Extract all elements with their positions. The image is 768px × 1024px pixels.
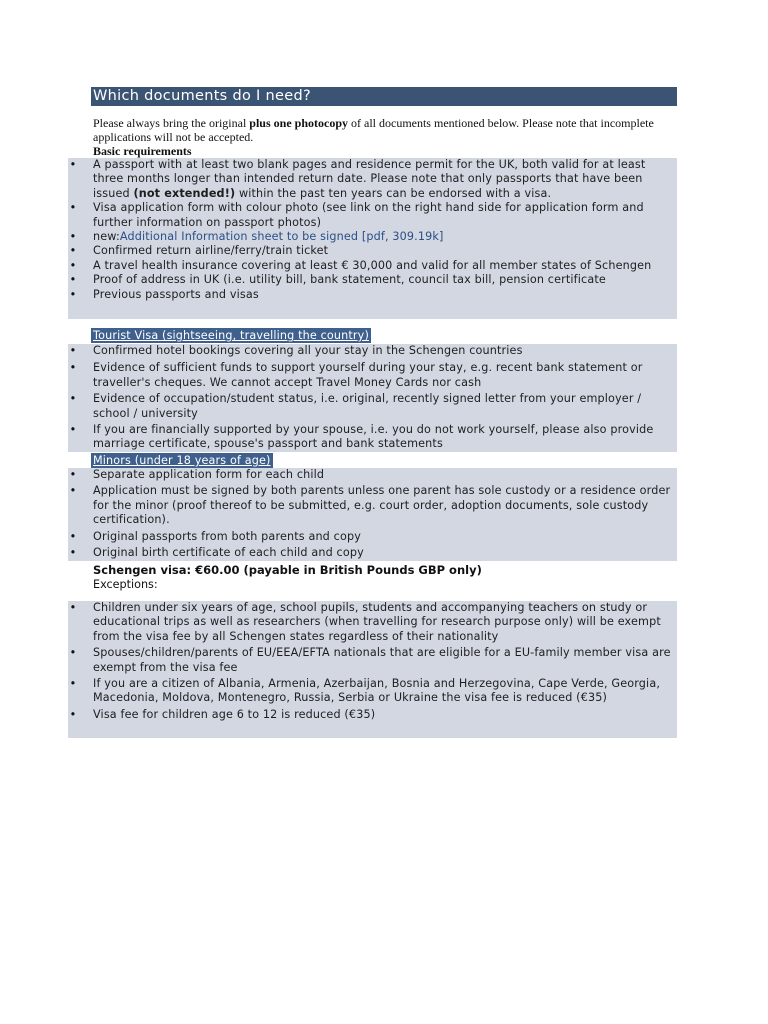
bullet-icon: •	[69, 361, 77, 375]
list-item	[68, 201, 677, 230]
list-item	[68, 259, 677, 273]
bullet-icon: •	[69, 646, 77, 660]
intro-text-1: Please always bring the original	[93, 116, 250, 130]
bullet-icon: •	[69, 546, 77, 560]
bullet-icon: •	[69, 273, 77, 287]
item-text: Spouses/children/parents of EU/EEA/EFTA nationals that are eligible for a EU-family member visa are exempt from the visa fee	[93, 646, 671, 674]
list-item	[68, 273, 677, 287]
bullet-icon: •	[69, 258, 77, 272]
list-item	[68, 361, 677, 390]
intro-text-2: of all documents mentioned below. Please note that incomplete applications will not be accepted.	[93, 116, 654, 144]
item-text: A passport with at least two blank pages and residence permit for the UK, both valid for at least three months longer than intended return date. Please note that only passports that have been issued	[93, 158, 646, 200]
bullet-icon: •	[69, 423, 77, 437]
bullet-icon: •	[69, 677, 77, 691]
bullet-icon: •	[69, 244, 77, 258]
list-item	[68, 288, 677, 302]
item-text: If you are financially supported by your spouse, i.e. you do not work yourself, please also provide marriage certificate, spouse's passport and bank statements	[93, 423, 654, 451]
item-text: Original passports from both parents and copy	[93, 529, 361, 543]
exceptions-label: Exceptions:	[93, 578, 158, 591]
bullet-icon: •	[69, 529, 77, 543]
list-item	[68, 708, 677, 722]
list-item	[68, 392, 677, 421]
item-text: Evidence of occupation/student status, i.e. original, recently signed letter from your employer / school / university	[93, 392, 642, 420]
item-text: Visa application form with colour photo (see link on the right hand side for application form and further information on passport photos)	[93, 201, 644, 229]
bullet-icon: •	[69, 392, 77, 406]
list-item	[68, 468, 677, 482]
list-item	[68, 423, 677, 452]
item-text: Children under six years of age, school pupils, students and accompanying teachers on study or educational trips as well as researchers (when travelling for research purpose only) will be exempt from the visa fee by all Schengen states regardless of their nationality	[93, 601, 661, 643]
item-text: Confirmed return airline/ferry/train ticket	[93, 244, 329, 258]
bullet-icon: •	[69, 230, 77, 244]
basic-requirements-heading: Basic requirements	[93, 144, 192, 158]
visa-fee-text: Schengen visa: €60.00 (payable in British Pounds GBP only)	[93, 563, 482, 577]
item-text: Visa fee for children age 6 to 12 is reduced (€35)	[93, 707, 376, 721]
item-text: Separate application form for each child	[93, 468, 325, 481]
list-item	[68, 601, 677, 644]
item-text: new:	[93, 230, 120, 244]
list-item	[68, 158, 677, 201]
list-item	[68, 244, 677, 258]
minors-list	[68, 468, 677, 561]
bullet-icon: •	[69, 287, 77, 301]
tourist-visa-list	[68, 344, 677, 452]
list-item	[68, 484, 677, 527]
minors-link[interactable]: Minors (under 18 years of age)	[93, 454, 271, 467]
bullet-icon: •	[69, 158, 77, 171]
additional-info-link[interactable]: Additional Information sheet to be signed [pdf, 309.19k]	[119, 230, 444, 244]
exceptions-list	[68, 601, 677, 738]
item-text: A travel health insurance covering at least € 30,000 and valid for all member states of Schengen	[93, 258, 652, 272]
list-item	[68, 646, 677, 675]
list-item	[68, 230, 677, 244]
item-text: If you are a citizen of Albania, Armenia, Azerbaijan, Bosnia and Herzegovina, Cape Verde, Georgia, Macedonia, Moldova, Montenegro, Russia, Serbia or Ukraine the visa fee is reduced (€35)	[93, 677, 661, 705]
item-bold: (not extended!)	[133, 186, 236, 200]
page-title: Which documents do I need?	[91, 87, 677, 106]
item-text: Proof of address in UK (i.e. utility bill, bank statement, council tax bill, pension certificate	[93, 273, 606, 287]
bullet-icon: •	[69, 484, 77, 498]
tourist-visa-link[interactable]: Tourist Visa (sightseeing, travelling the country)	[93, 329, 369, 342]
item-text: within the past ten years can be endorsed with a visa.	[235, 186, 552, 200]
list-item	[68, 344, 677, 358]
intro-paragraph	[93, 116, 673, 144]
item-text: Evidence of sufficient funds to support yourself during your stay, e.g. recent bank statement or traveller's cheques. We cannot accept Travel Money Cards nor cash	[93, 361, 643, 389]
list-item	[68, 677, 677, 706]
bullet-icon: •	[69, 201, 77, 215]
bullet-icon: •	[69, 707, 77, 721]
bullet-icon: •	[69, 601, 77, 614]
item-text: Previous passports and visas	[93, 287, 259, 301]
item-text: Confirmed hotel bookings covering all your stay in the Schengen countries	[93, 344, 523, 357]
intro-bold: plus one photocopy	[249, 116, 348, 130]
bullet-icon: •	[69, 468, 77, 481]
list-item	[68, 546, 677, 560]
basic-requirements-list	[68, 158, 677, 319]
item-text: Application must be signed by both parents unless one parent has sole custody or a residence order for the minor (proof thereof to be submitted, e.g. court order, adoption documents, sole custody certification).	[93, 484, 671, 527]
list-item	[68, 530, 677, 544]
item-text: Original birth certificate of each child and copy	[93, 546, 364, 560]
bullet-icon: •	[69, 344, 77, 357]
